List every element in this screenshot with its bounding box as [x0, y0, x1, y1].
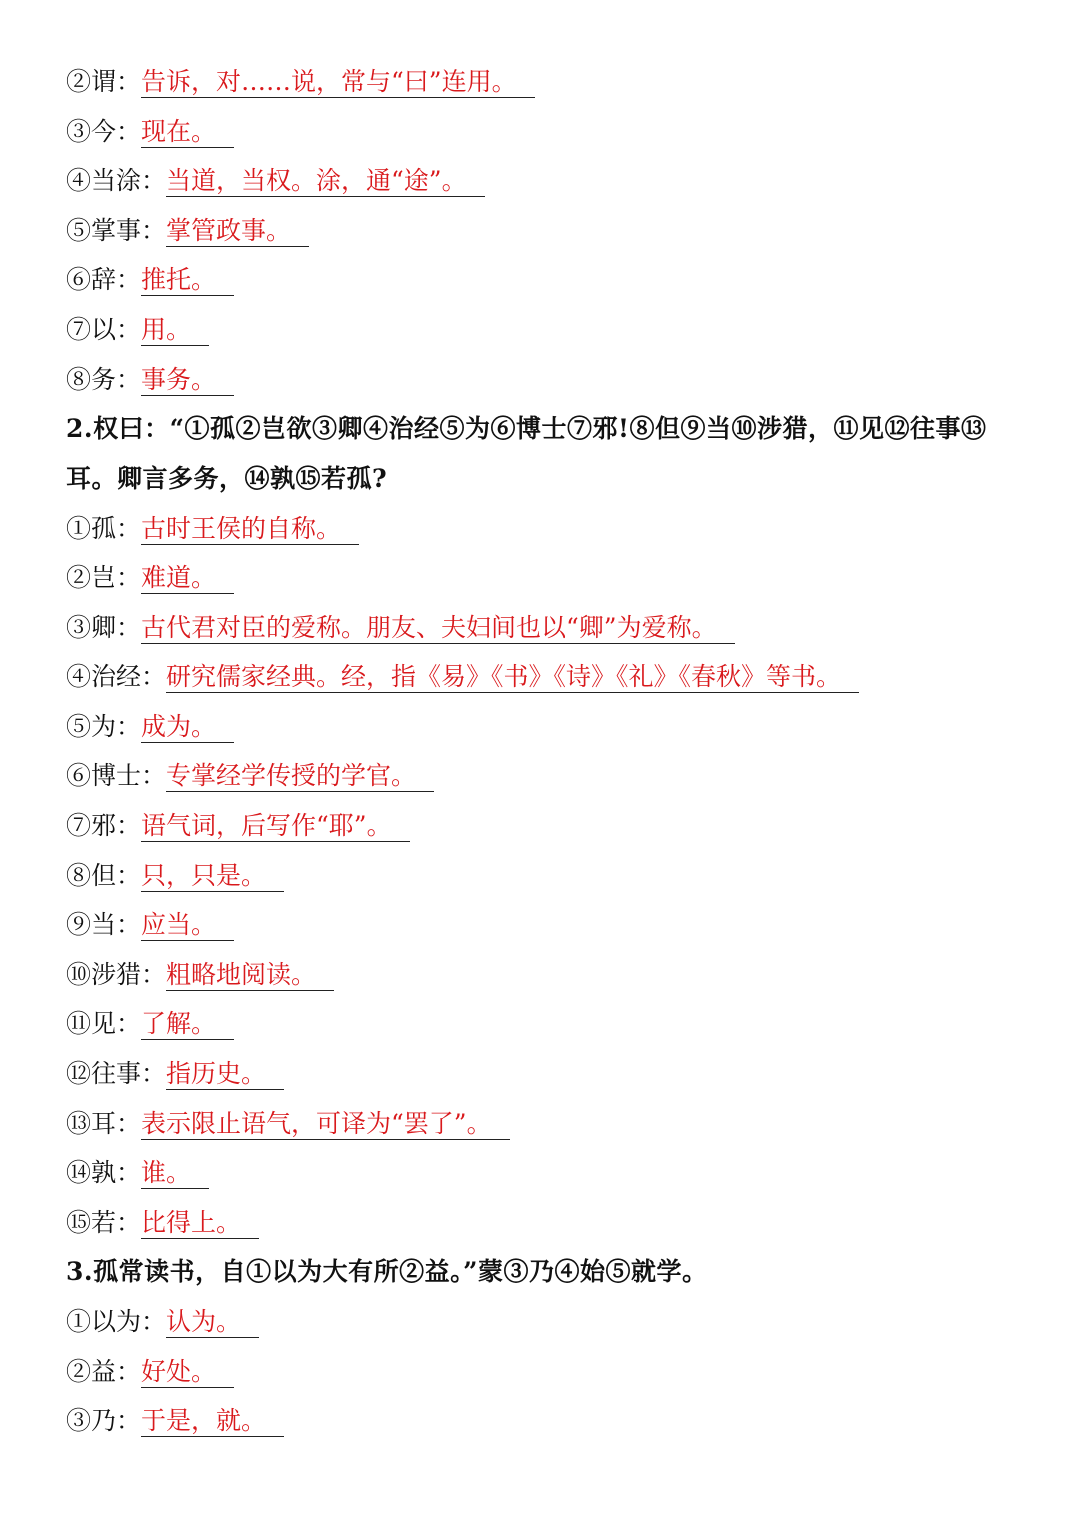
gloss-line	[66, 1203, 259, 1243]
gloss-line	[66, 1153, 209, 1193]
gloss-term: ⑨当：	[66, 910, 142, 939]
gloss-answer: 好处。	[141, 1357, 234, 1388]
gloss-term: ①孤：	[66, 514, 142, 543]
gloss-answer: 表示限止语气，可译为“罢了”。	[141, 1109, 510, 1140]
gloss-answer: 成为。	[141, 712, 234, 743]
gloss-answer: 只，只是。	[141, 861, 284, 892]
gloss-term: ⑦以：	[66, 315, 142, 344]
gloss-term: ⑦邪：	[66, 811, 142, 840]
gloss-line	[66, 1054, 284, 1094]
gloss-answer: 当道，当权。涂，通“途”。	[166, 166, 485, 197]
gloss-line	[66, 112, 234, 152]
gloss-term: ⑤掌事：	[66, 216, 167, 245]
gloss-line	[66, 1352, 234, 1392]
gloss-line	[66, 558, 234, 598]
question-text: 3.孤常读书，自①以为大有所②益。”蒙③乃④始⑤就学。	[66, 1257, 708, 1286]
gloss-line	[66, 1104, 510, 1144]
gloss-term: ①以为：	[66, 1307, 167, 1336]
gloss-term: ⑮若：	[66, 1208, 142, 1237]
question-text: 2.权曰：“①孤②岂欲③卿④治经⑤为⑥博士⑦邪!⑧但⑨当⑩涉猎，⑪见⑫往事⑬	[66, 414, 987, 443]
gloss-answer: 比得上。	[141, 1208, 259, 1239]
gloss-answer: 谁。	[141, 1158, 209, 1189]
gloss-answer: 告诉，对……说，常与“曰”连用。	[141, 67, 535, 98]
gloss-answer: 研究儒家经典。经，指《易》《书》《诗》《礼》《春秋》等书。	[166, 662, 859, 693]
gloss-line	[66, 161, 485, 201]
gloss-line	[66, 211, 309, 251]
gloss-answer: 了解。	[141, 1009, 234, 1040]
gloss-line	[66, 856, 284, 896]
question-text: 耳。卿言多务，⑭孰⑮若孤?	[66, 464, 388, 493]
gloss-answer: 古代君对臣的爱称。朋友、夫妇间也以“卿”为爱称。	[141, 613, 735, 644]
gloss-answer: 古时王侯的自称。	[141, 514, 359, 545]
gloss-line	[66, 310, 209, 350]
gloss-answer: 指历史。	[166, 1059, 284, 1090]
gloss-line	[66, 905, 234, 945]
gloss-term: ⑩涉猎：	[66, 960, 167, 989]
gloss-line	[66, 1401, 284, 1441]
gloss-term: ⑥辞：	[66, 265, 142, 294]
gloss-answer: 难道。	[141, 563, 234, 594]
gloss-answer: 推托。	[141, 265, 234, 296]
gloss-term: ⑧但：	[66, 861, 142, 890]
gloss-term: ②益：	[66, 1357, 142, 1386]
gloss-line	[66, 260, 234, 300]
gloss-term: ⑥博士：	[66, 761, 167, 790]
gloss-term: ②岂：	[66, 563, 142, 592]
gloss-line	[66, 608, 735, 648]
gloss-term: ③卿：	[66, 613, 142, 642]
gloss-line	[66, 657, 859, 697]
gloss-term: ⑪见：	[66, 1009, 142, 1038]
gloss-line	[66, 756, 434, 796]
gloss-line	[66, 1302, 259, 1342]
gloss-line	[66, 806, 410, 846]
gloss-term: ⑫往事：	[66, 1059, 167, 1088]
gloss-answer: 粗略地阅读。	[166, 960, 334, 991]
gloss-line	[66, 707, 234, 747]
gloss-line	[66, 955, 334, 995]
gloss-answer: 掌管政事。	[166, 216, 309, 247]
gloss-answer: 应当。	[141, 910, 234, 941]
gloss-term: ③乃：	[66, 1406, 142, 1435]
gloss-line	[66, 509, 359, 549]
gloss-answer: 语气词，后写作“耶”。	[141, 811, 410, 842]
gloss-answer: 现在。	[141, 117, 234, 148]
gloss-term: ⑭孰：	[66, 1158, 142, 1187]
gloss-line	[66, 1004, 234, 1044]
gloss-line	[66, 360, 234, 400]
gloss-line	[66, 62, 535, 102]
gloss-answer: 专掌经学传授的学官。	[166, 761, 434, 792]
gloss-answer: 事务。	[141, 365, 234, 396]
gloss-term: ②谓：	[66, 67, 142, 96]
gloss-term: ④当涂：	[66, 166, 167, 195]
gloss-answer: 认为。	[166, 1307, 259, 1338]
gloss-term: ⑧务：	[66, 365, 142, 394]
gloss-term: ⑤为：	[66, 712, 142, 741]
gloss-term: ③今：	[66, 117, 142, 146]
gloss-answer: 于是，就。	[141, 1406, 284, 1437]
gloss-term: ⑬耳：	[66, 1109, 142, 1138]
gloss-answer: 用。	[141, 315, 209, 346]
gloss-term: ④治经：	[66, 662, 167, 691]
